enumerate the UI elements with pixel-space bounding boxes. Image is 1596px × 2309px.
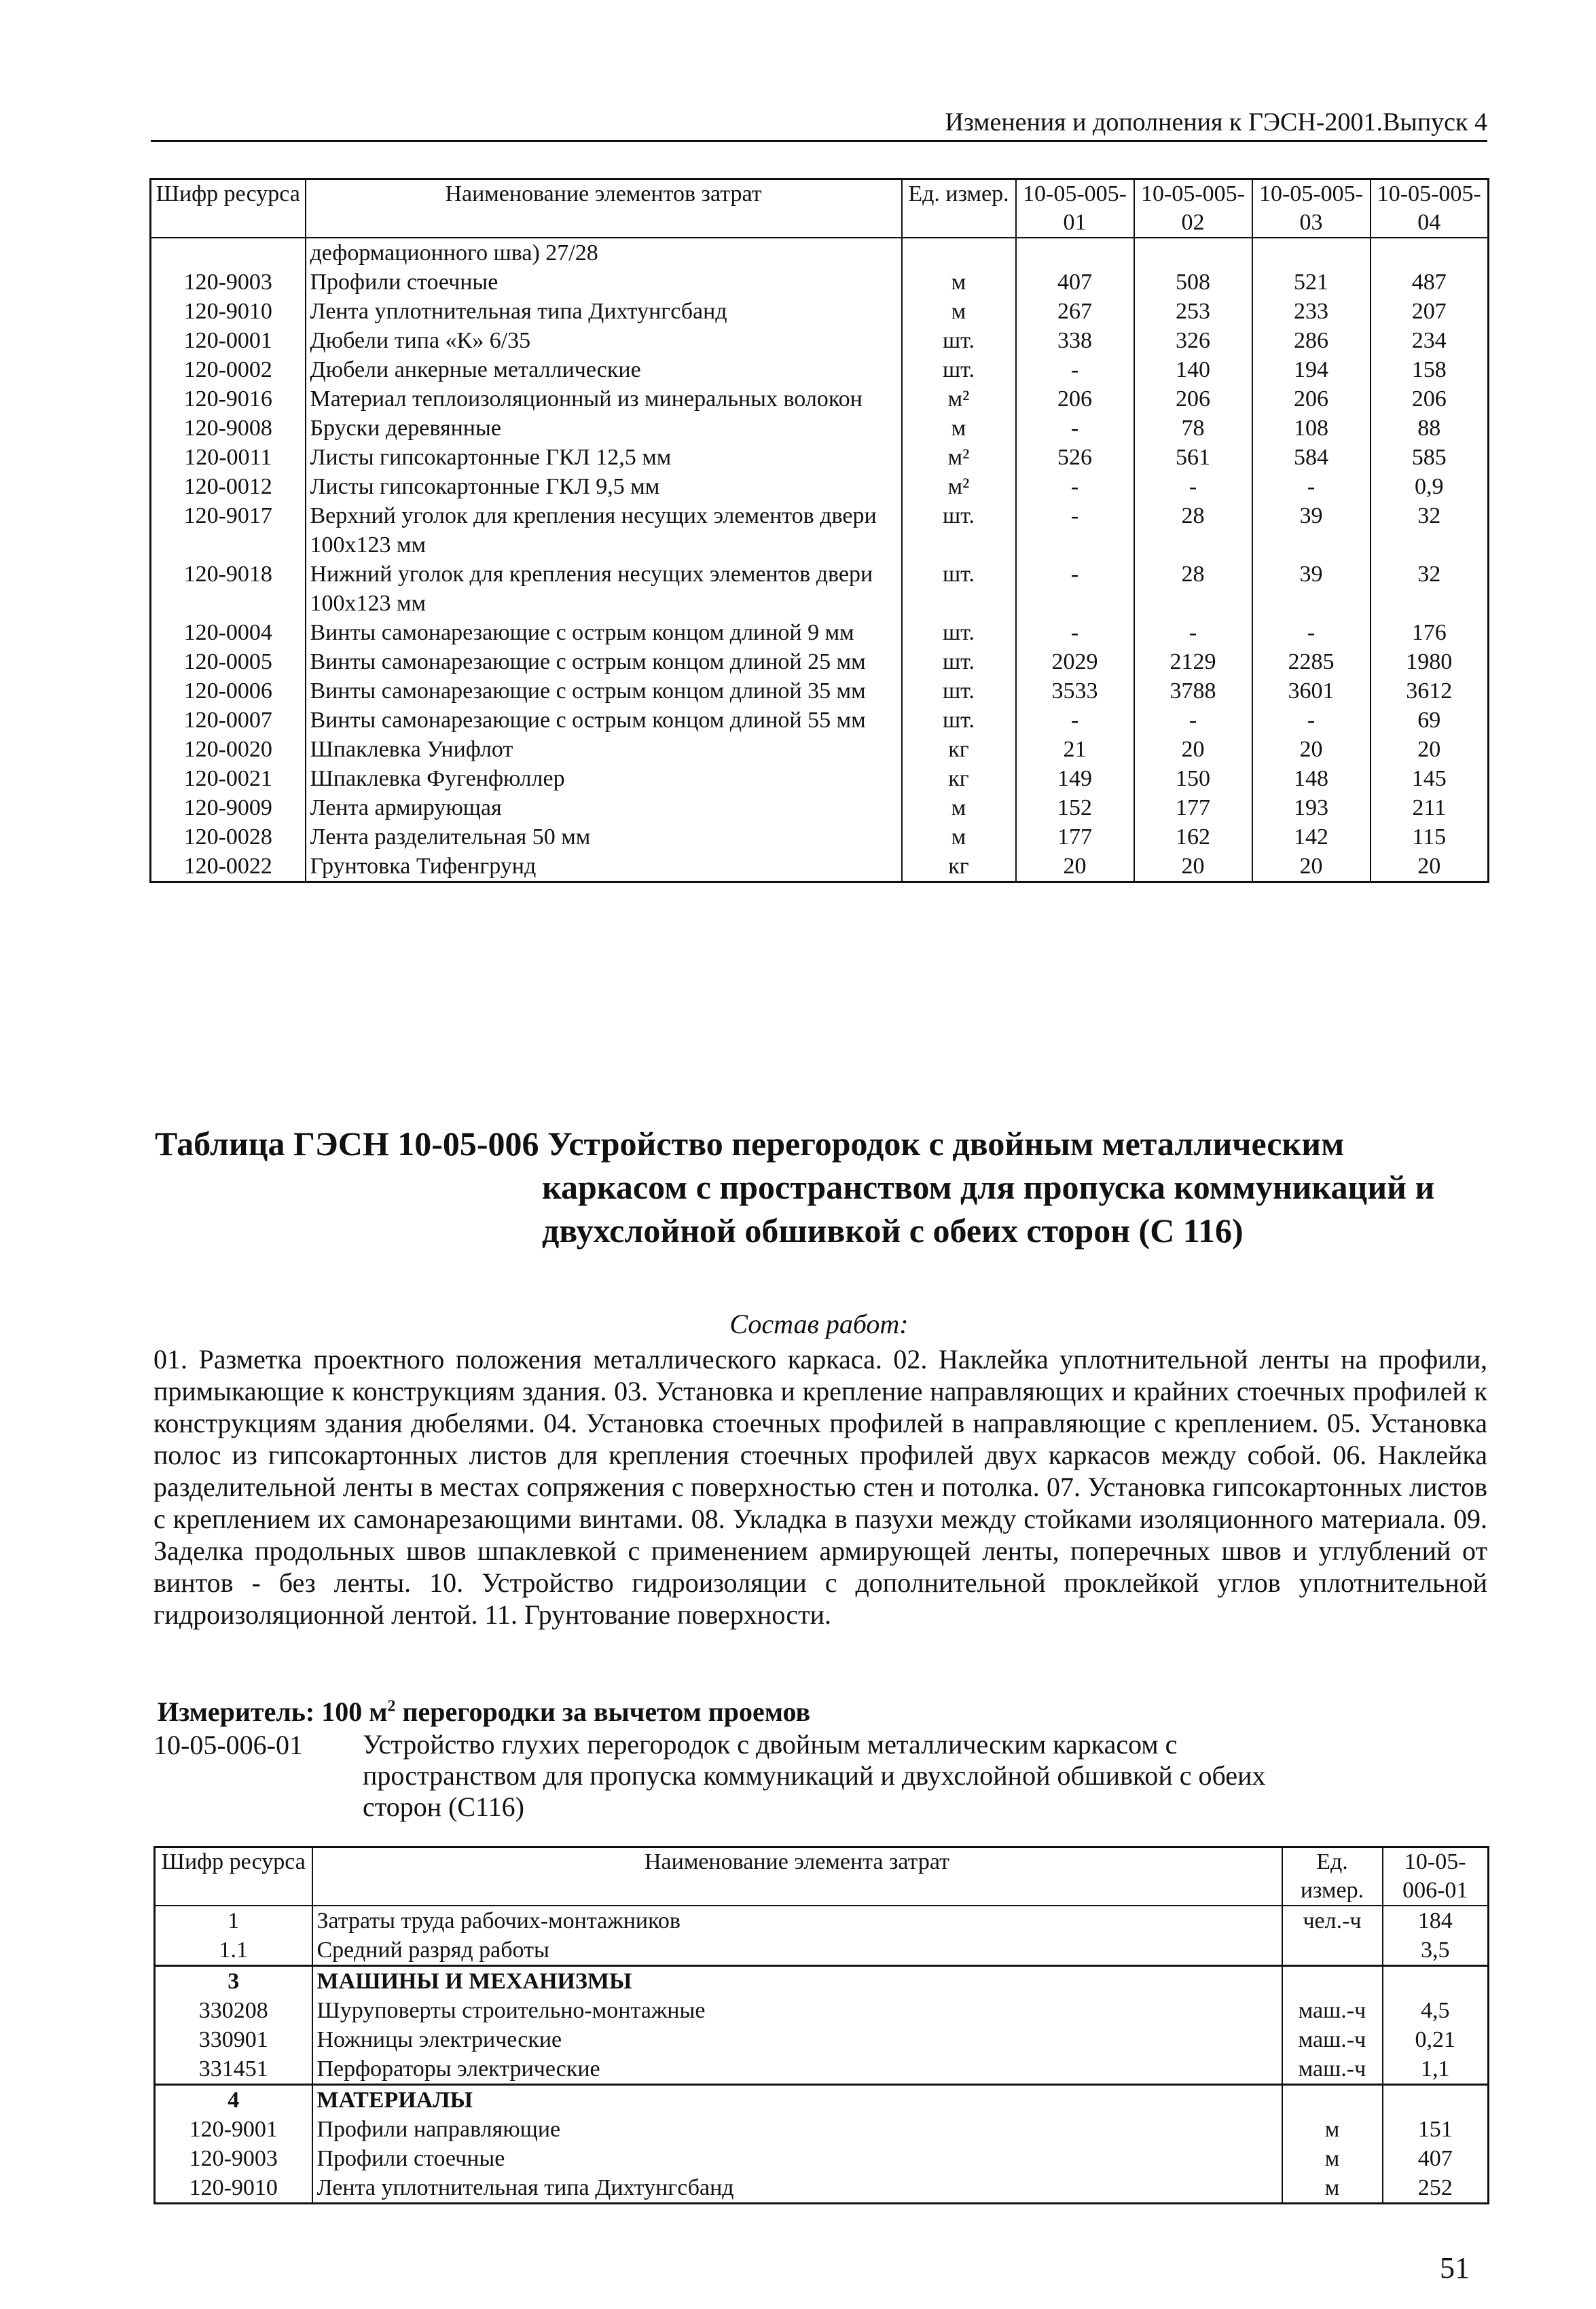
resource-name: Лента уплотнительная типа Дихтунгсбанд	[306, 297, 902, 326]
value-cell-3: 206	[1252, 384, 1371, 414]
table-header-row	[155, 1847, 1489, 1906]
value-cell-2: 78	[1134, 414, 1252, 443]
value-cell-2: 140	[1134, 355, 1252, 384]
value-cell-3: 521	[1252, 268, 1371, 297]
meter-line	[158, 1696, 810, 1728]
value-cell-1: 206	[1016, 384, 1134, 414]
value-cell-2: 177	[1134, 793, 1252, 822]
value-cell-4: 487	[1371, 268, 1489, 297]
unit-cell: м	[1282, 2173, 1383, 2204]
col-header-norm-2: 10-05-005-02	[1134, 179, 1252, 238]
col-header-norm-1: 10-05-005-01	[1016, 179, 1134, 238]
value-cell-4: 32	[1371, 501, 1489, 560]
resource-code: 120-0028	[151, 822, 306, 852]
resource-name: Винты самонарезающие с острым концом длиной 25 мм	[306, 647, 902, 676]
table-row	[151, 297, 1489, 326]
value-cell-3: 193	[1252, 793, 1371, 822]
unit-cell: шт.	[902, 676, 1016, 706]
resource-name: Перфораторы электрические	[312, 2054, 1282, 2085]
value-cell-4	[1371, 238, 1489, 268]
resource-code: 120-0020	[151, 735, 306, 764]
unit-cell	[1282, 1966, 1383, 1997]
table-row	[155, 2173, 1489, 2204]
table-row	[151, 501, 1489, 560]
unit-cell: шт.	[902, 618, 1016, 647]
table-row	[151, 618, 1489, 647]
col-header-name: Наименование элементов затрат	[306, 179, 902, 238]
resource-code: 120-0021	[151, 764, 306, 793]
value-cell-1: -	[1016, 706, 1134, 735]
value-cell-2: 561	[1134, 443, 1252, 472]
meter-prefix: Измеритель: 100 м	[158, 1696, 388, 1727]
unit-cell: шт.	[902, 647, 1016, 676]
value-cell-1: -	[1016, 618, 1134, 647]
unit-cell: м²	[902, 384, 1016, 414]
value-cell-3: 3601	[1252, 676, 1371, 706]
value-cell-3: 108	[1252, 414, 1371, 443]
resource-code: 120-9009	[151, 793, 306, 822]
resource-name: Винты самонарезающие с острым концом длиной 35 мм	[306, 676, 902, 706]
value-cell-3: 194	[1252, 355, 1371, 384]
resource-code: 120-9010	[155, 2173, 312, 2204]
resource-name: МАТЕРИАЛЫ	[312, 2085, 1282, 2115]
section-row	[155, 2085, 1489, 2115]
resource-code: 331451	[155, 2054, 312, 2085]
resource-name: Листы гипсокартонные ГКЛ 12,5 мм	[306, 443, 902, 472]
resource-name: Бруски деревянные	[306, 414, 902, 443]
value-cell-1: 338	[1016, 326, 1134, 355]
table-row	[151, 443, 1489, 472]
col-header-code: Шифр ресурса	[155, 1847, 312, 1906]
value-cell-2: 206	[1134, 384, 1252, 414]
col-header-norm-3: 10-05-005-03	[1252, 179, 1371, 238]
col-header-norm-4: 10-05-005-04	[1371, 179, 1489, 238]
table-row	[151, 647, 1489, 676]
value-cell-1: 407	[1016, 268, 1134, 297]
value-cell-3: 584	[1252, 443, 1371, 472]
value-cell-1: -	[1016, 414, 1134, 443]
value-cell-3: 20	[1252, 852, 1371, 882]
unit-cell: м	[902, 822, 1016, 852]
resource-name: Дюбели анкерные металлические	[306, 355, 902, 384]
value-cell: 252	[1383, 2173, 1489, 2204]
resource-code: 120-0012	[151, 472, 306, 501]
value-cell-1: 526	[1016, 443, 1134, 472]
resource-table-10-05-005	[149, 178, 1489, 883]
table-row	[155, 1935, 1489, 1966]
value-cell-2: 20	[1134, 735, 1252, 764]
table-row	[151, 822, 1489, 852]
table-row	[151, 735, 1489, 764]
resource-code: 120-9016	[151, 384, 306, 414]
table-row	[151, 414, 1489, 443]
col-header-unit: Ед. измер.	[1282, 1847, 1383, 1906]
value-cell-1: -	[1016, 560, 1134, 618]
value-cell-1: 267	[1016, 297, 1134, 326]
value-cell-4: 585	[1371, 443, 1489, 472]
value-cell-1: -	[1016, 355, 1134, 384]
resource-name: деформационного шва) 27/28	[306, 238, 902, 268]
resource-code: 120-9001	[155, 2115, 312, 2144]
table-row	[151, 793, 1489, 822]
resource-code	[151, 238, 306, 268]
table-body	[155, 1906, 1489, 2204]
work-composition-heading: Состав работ:	[729, 1309, 909, 1339]
value-cell-1: 152	[1016, 793, 1134, 822]
value-cell-1: 177	[1016, 822, 1134, 852]
value-cell-1: -	[1016, 472, 1134, 501]
section-title-line-3: двухслойной обшивкой с обеих сторон (С 116)	[542, 1212, 1244, 1250]
unit-cell: шт.	[902, 326, 1016, 355]
resource-name: Лента уплотнительная типа Дихтунгсбанд	[312, 2173, 1282, 2204]
resource-code: 120-0006	[151, 676, 306, 706]
resource-name: Профили стоечные	[312, 2144, 1282, 2173]
resource-code: 120-0005	[151, 647, 306, 676]
value-cell	[1383, 2085, 1489, 2115]
value-cell-4: 20	[1371, 852, 1489, 882]
resource-name: Средний разряд работы	[312, 1935, 1282, 1966]
unit-cell: м	[902, 793, 1016, 822]
value-cell-4: 20	[1371, 735, 1489, 764]
value-cell-2: 2129	[1134, 647, 1252, 676]
value-cell-3: 39	[1252, 501, 1371, 560]
resource-table-10-05-006	[153, 1846, 1489, 2204]
resource-code: 330901	[155, 2025, 312, 2054]
value-cell-4: 115	[1371, 822, 1489, 852]
table-row	[155, 2025, 1489, 2054]
resource-name: Профили направляющие	[312, 2115, 1282, 2144]
resource-name: Дюбели типа «К» 6/35	[306, 326, 902, 355]
unit-cell: кг	[902, 852, 1016, 882]
resource-name: Винты самонарезающие с острым концом длиной 55 мм	[306, 706, 902, 735]
value-cell-4: 69	[1371, 706, 1489, 735]
table-row	[151, 326, 1489, 355]
resource-name: Материал теплоизоляционный из минеральных волокон	[306, 384, 902, 414]
value-cell-3: 233	[1252, 297, 1371, 326]
section-title-line-1: Таблица ГЭСН 10-05-006 Устройство перегородок с двойным металлическим	[155, 1125, 1345, 1163]
value-cell-2: 150	[1134, 764, 1252, 793]
resource-code: 120-9018	[151, 560, 306, 618]
resource-name: Лента разделительная 50 мм	[306, 822, 902, 852]
meter-suffix: перегородки за вычетом проемов	[395, 1696, 811, 1727]
col-header-name: Наименование элемента затрат	[312, 1847, 1282, 1906]
value-cell: 184	[1383, 1906, 1489, 1935]
value-cell-1: 20	[1016, 852, 1134, 882]
value-cell-3: 286	[1252, 326, 1371, 355]
unit-cell: шт.	[902, 706, 1016, 735]
value-cell-4: 145	[1371, 764, 1489, 793]
resource-name: Шуруповерты строительно-монтажные	[312, 1996, 1282, 2025]
unit-cell	[1282, 2085, 1383, 2115]
resource-name: Шпаклевка Унифлот	[306, 735, 902, 764]
resource-name: Винты самонарезающие с острым концом длиной 9 мм	[306, 618, 902, 647]
resource-code: 120-9017	[151, 501, 306, 560]
unit-cell: м	[902, 414, 1016, 443]
unit-cell: маш.-ч	[1282, 2054, 1383, 2085]
value-cell-3: 142	[1252, 822, 1371, 852]
meter-superscript: 2	[387, 1697, 396, 1715]
resource-code: 120-9003	[155, 2144, 312, 2173]
table-row	[151, 384, 1489, 414]
table-header-row	[151, 179, 1489, 238]
resource-name: Грунтовка Тифенгрунд	[306, 852, 902, 882]
work-composition-text: 01. Разметка проектного положения металлического каркаса. 02. Наклейка уплотнительной ленты на профили, примыкающие к конструкциям здания. 03. Установка и крепление направляющих и крайних стоечных профилей к конструкциям здания дюбелями. 04. Установка стоечных профилей в направляющие с креплением. 05. Установка полос из гипсокартонных листов для крепления стоечных профилей двух каркасов между собой. 06. Наклейка разделительной ленты в местах сопряжения с поверхностью стен и потолка. 07. Установка гипсокартонных листов с креплением их самонарезающими винтами. 08. Укладка в пазухи между стойками изоляционного материала. 09. Заделка продольных швов шпаклевкой с применением армирующей ленты, поперечных швов и углублений от винтов - без ленты. 10. Устройство гидроизоляции с дополнительной проклейкой углов уплотнительной гидроизоляционной лентой. 11. Грунтование поверхности.	[153, 1344, 1487, 1630]
value-cell-2: 162	[1134, 822, 1252, 852]
col-header-norm: 10-05-006-01	[1383, 1847, 1489, 1906]
unit-cell: м²	[902, 443, 1016, 472]
col-header-code: Шифр ресурса	[151, 179, 306, 238]
resource-name: МАШИНЫ И МЕХАНИЗМЫ	[312, 1966, 1282, 1997]
table-row	[155, 2054, 1489, 2085]
value-cell: 407	[1383, 2144, 1489, 2173]
page-number: 51	[1440, 2251, 1470, 2285]
value-cell-4: 1980	[1371, 647, 1489, 676]
value-cell-2: 28	[1134, 501, 1252, 560]
resource-name: Лента армирующая	[306, 793, 902, 822]
value-cell: 3,5	[1383, 1935, 1489, 1966]
value-cell-3: -	[1252, 472, 1371, 501]
table-body	[151, 238, 1489, 882]
value-cell-2: 253	[1134, 297, 1252, 326]
table-row	[151, 852, 1489, 882]
value-cell-3: 39	[1252, 560, 1371, 618]
value-cell-2: -	[1134, 472, 1252, 501]
unit-cell: маш.-ч	[1282, 1996, 1383, 2025]
resource-code: 120-9010	[151, 297, 306, 326]
table-row	[155, 1906, 1489, 1935]
unit-cell: м	[902, 268, 1016, 297]
value-cell-3: -	[1252, 706, 1371, 735]
value-cell-4: 3612	[1371, 676, 1489, 706]
value-cell-1: 2029	[1016, 647, 1134, 676]
value-cell-2: 28	[1134, 560, 1252, 618]
table-row	[151, 238, 1489, 268]
resource-name: Шпаклевка Фугенфюллер	[306, 764, 902, 793]
value-cell-4: 0,9	[1371, 472, 1489, 501]
value-cell-2	[1134, 238, 1252, 268]
resource-code: 120-0004	[151, 618, 306, 647]
table-row	[151, 706, 1489, 735]
value-cell-1	[1016, 238, 1134, 268]
section-row	[155, 1966, 1489, 1997]
col-header-unit: Ед. измер.	[902, 179, 1016, 238]
unit-cell: м	[1282, 2115, 1383, 2144]
resource-name: Нижний уголок для крепления несущих элементов двери 100х123 мм	[306, 560, 902, 618]
resource-code: 330208	[155, 1996, 312, 2025]
value-cell-3: -	[1252, 618, 1371, 647]
value-cell-1: 149	[1016, 764, 1134, 793]
unit-cell: шт.	[902, 355, 1016, 384]
table-row	[151, 472, 1489, 501]
value-cell-4: 211	[1371, 793, 1489, 822]
resource-code: 120-0011	[151, 443, 306, 472]
unit-cell: кг	[902, 735, 1016, 764]
value-cell-3: 148	[1252, 764, 1371, 793]
value-cell-2: 326	[1134, 326, 1252, 355]
value-cell-2: -	[1134, 618, 1252, 647]
value-cell-3	[1252, 238, 1371, 268]
table-row	[151, 676, 1489, 706]
table-row	[151, 560, 1489, 618]
value-cell-4: 206	[1371, 384, 1489, 414]
unit-cell: чел.-ч	[1282, 1906, 1383, 1935]
table-row	[155, 2115, 1489, 2144]
value-cell: 1,1	[1383, 2054, 1489, 2085]
resource-code: 120-9008	[151, 414, 306, 443]
value-cell-1: 21	[1016, 735, 1134, 764]
unit-cell: маш.-ч	[1282, 2025, 1383, 2054]
resource-code: 120-0007	[151, 706, 306, 735]
resource-code: 120-0002	[151, 355, 306, 384]
value-cell-4: 176	[1371, 618, 1489, 647]
value-cell-2: 3788	[1134, 676, 1252, 706]
unit-cell: шт.	[902, 560, 1016, 618]
unit-cell: м	[902, 297, 1016, 326]
resource-name: Листы гипсокартонные ГКЛ 9,5 мм	[306, 472, 902, 501]
resource-name: Профили стоечные	[306, 268, 902, 297]
unit-cell	[1282, 1935, 1383, 1966]
value-cell: 151	[1383, 2115, 1489, 2144]
value-cell	[1383, 1966, 1489, 1997]
value-cell-4: 158	[1371, 355, 1489, 384]
value-cell: 4,5	[1383, 1996, 1489, 2025]
resource-name: Ножницы электрические	[312, 2025, 1282, 2054]
value-cell-2: -	[1134, 706, 1252, 735]
value-cell-3: 2285	[1252, 647, 1371, 676]
resource-code: 1	[155, 1906, 312, 1935]
value-cell-1: -	[1016, 501, 1134, 560]
resource-code: 3	[155, 1966, 312, 1997]
table-row	[151, 355, 1489, 384]
value-cell: 0,21	[1383, 2025, 1489, 2054]
resource-code: 120-9003	[151, 268, 306, 297]
value-cell-4: 32	[1371, 560, 1489, 618]
running-header: Изменения и дополнения к ГЭСН-2001.Выпуск 4	[151, 107, 1487, 142]
resource-name: Затраты труда рабочих-монтажников	[312, 1906, 1282, 1935]
resource-code: 120-0001	[151, 326, 306, 355]
resource-code: 1.1	[155, 1935, 312, 1966]
value-cell-4: 207	[1371, 297, 1489, 326]
table-row	[155, 1996, 1489, 2025]
unit-cell: м	[1282, 2144, 1383, 2173]
value-cell-2: 20	[1134, 852, 1252, 882]
unit-cell: шт.	[902, 501, 1016, 560]
resource-code: 120-0022	[151, 852, 306, 882]
value-cell-4: 88	[1371, 414, 1489, 443]
value-cell-4: 234	[1371, 326, 1489, 355]
table-row	[155, 2144, 1489, 2173]
table-row	[151, 268, 1489, 297]
unit-cell: кг	[902, 764, 1016, 793]
norm-code: 10-05-006-01	[153, 1730, 303, 1760]
section-title-line-2: каркасом с пространством для пропуска коммуникаций и	[542, 1168, 1435, 1206]
value-cell-2: 508	[1134, 268, 1252, 297]
table-row	[151, 764, 1489, 793]
resource-code: 4	[155, 2085, 312, 2115]
value-cell-3: 20	[1252, 735, 1371, 764]
section-title	[155, 1122, 1486, 1252]
unit-cell	[902, 238, 1016, 268]
resource-name: Верхний уголок для крепления несущих элементов двери 100х123 мм	[306, 501, 902, 560]
norm-description: Устройство глухих перегородок с двойным металлическим каркасом с пространством для пропуска коммуникаций и двухслойной обшивкой с обеих сторон (С116)	[363, 1729, 1266, 1822]
unit-cell: м²	[902, 472, 1016, 501]
value-cell-1: 3533	[1016, 676, 1134, 706]
